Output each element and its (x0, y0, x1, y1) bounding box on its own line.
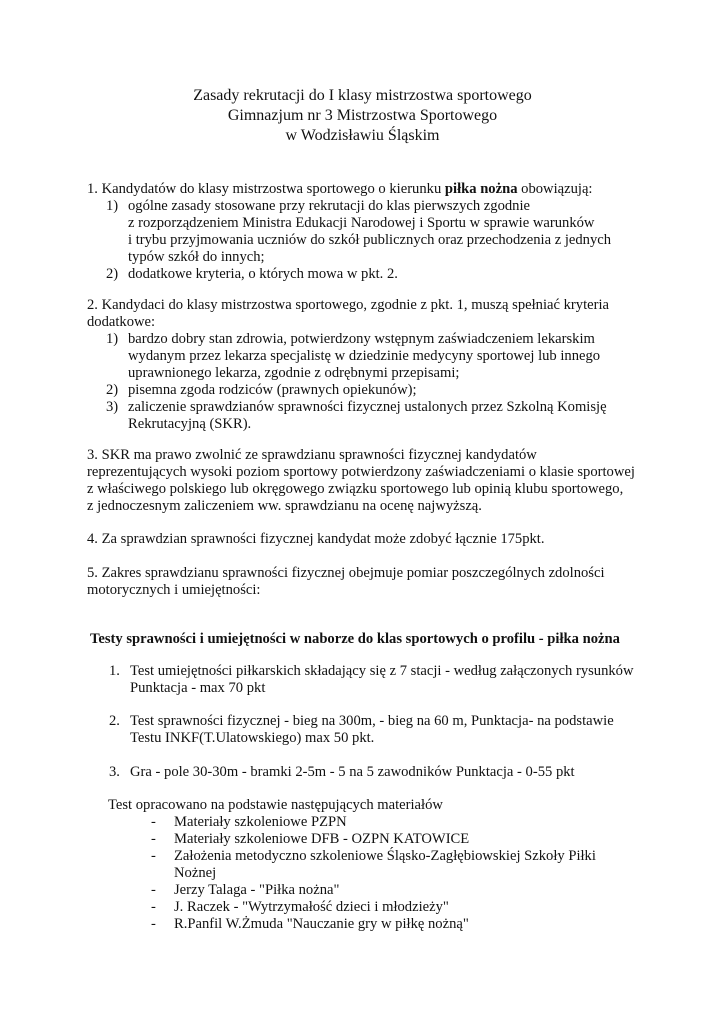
test-3-number: 3. (109, 764, 120, 780)
s2-item-1-line-1: bardzo dobry stan zdrowia, potwierdzony wstępnym zaświadczeniem lekarskim (128, 331, 595, 347)
s2-item-3-line-1: zaliczenie sprawdzianów sprawności fizycznej ustalonych przez Szkolną Komisję (128, 399, 607, 415)
material-5-dash: - (151, 899, 156, 915)
section-2-intro-line-1: 2. Kandydaci do klasy mistrzostwa sportowego, zgodnie z pkt. 1, muszą spełniać kryteria (87, 297, 609, 313)
title-line-1: Zasady rekrutacji do I klasy mistrzostwa sportowego (193, 87, 532, 104)
test-2-number: 2. (109, 713, 120, 729)
section-5-line-2: motorycznych i umiejętności: (87, 582, 261, 598)
s1-item-1-line-2: z rozporządzeniem Ministra Edukacji Narodowej i Sportu w sprawie warunków (128, 215, 595, 231)
material-6-dash: - (151, 916, 156, 932)
title-line-3: w Wodzisławiu Śląskim (285, 127, 440, 144)
section-3-line-1: 3. SKR ma prawo zwolnić ze sprawdzianu sprawności fizycznej kandydatów (87, 447, 537, 463)
material-1: Materiały szkoleniowe PZPN (174, 814, 347, 830)
test-2-line-2: Testu INKF(T.Ulatowskiego) max 50 pkt. (130, 730, 375, 746)
material-4: Jerzy Talaga - "Piłka nożna" (174, 882, 340, 898)
s2-item-1-number: 1) (106, 331, 119, 347)
test-1-number: 1. (109, 663, 120, 679)
s1-item-1-line-4: typów szkół do innych; (128, 249, 265, 265)
section-1-intro-text: 1. Kandydatów do klasy mistrzostwa sportowego o kierunku (87, 181, 445, 197)
material-1-dash: - (151, 814, 156, 830)
s2-item-1-line-3: uprawnionego lekarza, zgodnie z odrębnymi przepisami; (128, 365, 460, 381)
test-1-line-1: Test umiejętności piłkarskich składający się z 7 stacji - według załączonych rysunków (130, 663, 634, 679)
section-1-intro-end: obowiązują: (517, 181, 593, 197)
s2-item-2-number: 2) (106, 382, 119, 398)
title-line-2: Gimnazjum nr 3 Mistrzostwa Sportowego (227, 107, 498, 124)
s1-item-1-number: 1) (106, 198, 119, 214)
tests-heading: Testy sprawności i umiejętności w naborze do klas sportowych o profilu - piłka nożna (90, 631, 620, 647)
materials-intro: Test opracowano na podstawie następujących materiałów (108, 797, 443, 813)
section-1-intro-bold: piłka nożna (444, 181, 518, 197)
section-1-intro (87, 181, 647, 198)
material-3-line-1: Założenia metodyczno szkoleniowe Śląsko-Zagłębiowskiej Szkoły Piłki (174, 848, 596, 864)
test-1-line-2: Punktacja - max 70 pkt (130, 680, 266, 696)
s2-item-2-line-1: pisemna zgoda rodziców (prawnych opiekunów); (128, 382, 417, 398)
s1-item-1-line-1: ogólne zasady stosowane przy rekrutacji do klas pierwszych zgodnie (128, 198, 531, 214)
material-3-line-2: Nożnej (174, 865, 217, 881)
test-2-line-1: Test sprawności fizycznej - bieg na 300m, - bieg na 60 m, Punktacja- na podstawie (130, 713, 614, 729)
s1-item-2-line-1: dodatkowe kryteria, o których mowa w pkt. 2. (128, 266, 398, 282)
material-5: J. Raczek - "Wytrzymałość dzieci i młodzieży" (174, 899, 449, 915)
material-2-dash: - (151, 831, 156, 847)
test-3-line-1: Gra - pole 30-30m - bramki 2-5m - 5 na 5 zawodników Punktacja - 0-55 pkt (130, 764, 575, 780)
s1-item-2-number: 2) (106, 266, 119, 282)
section-4-line-1: 4. Za sprawdzian sprawności fizycznej kandydat może zdobyć łącznie 175pkt. (87, 531, 545, 547)
section-3-line-2: reprezentujących wysoki poziom sportowy potwierdzony zaświadczeniami o klasie sportowej (87, 464, 635, 480)
s2-item-3-line-2: Rekrutacyjną (SKR). (128, 416, 252, 432)
section-5-line-1: 5. Zakres sprawdzianu sprawności fizycznej obejmuje pomiar poszczególnych zdolności (87, 565, 605, 581)
material-2: Materiały szkoleniowe DFB - OZPN KATOWICE (174, 831, 470, 847)
section-3-line-3: z właściwego polskiego lub okręgowego związku sportowego lub opinią klubu sportowego, (87, 481, 624, 497)
section-2-intro-line-2: dodatkowe: (87, 314, 156, 330)
material-3-dash: - (151, 848, 156, 864)
s1-item-1-line-3: i trybu przyjmowania uczniów do szkół publicznych oraz przechodzenia z jednych (128, 232, 612, 248)
material-4-dash: - (151, 882, 156, 898)
s2-item-1-line-2: wydanym przez lekarza specjalistę w dziedzinie medycyny sportowej lub innego (128, 348, 601, 364)
material-6: R.Panfil W.Żmuda "Nauczanie gry w piłkę nożną" (174, 916, 469, 932)
s2-item-3-number: 3) (106, 399, 119, 415)
section-3-line-4: z jednoczesnym zaliczeniem ww. sprawdzianu na ocenę najwyższą. (87, 498, 482, 514)
